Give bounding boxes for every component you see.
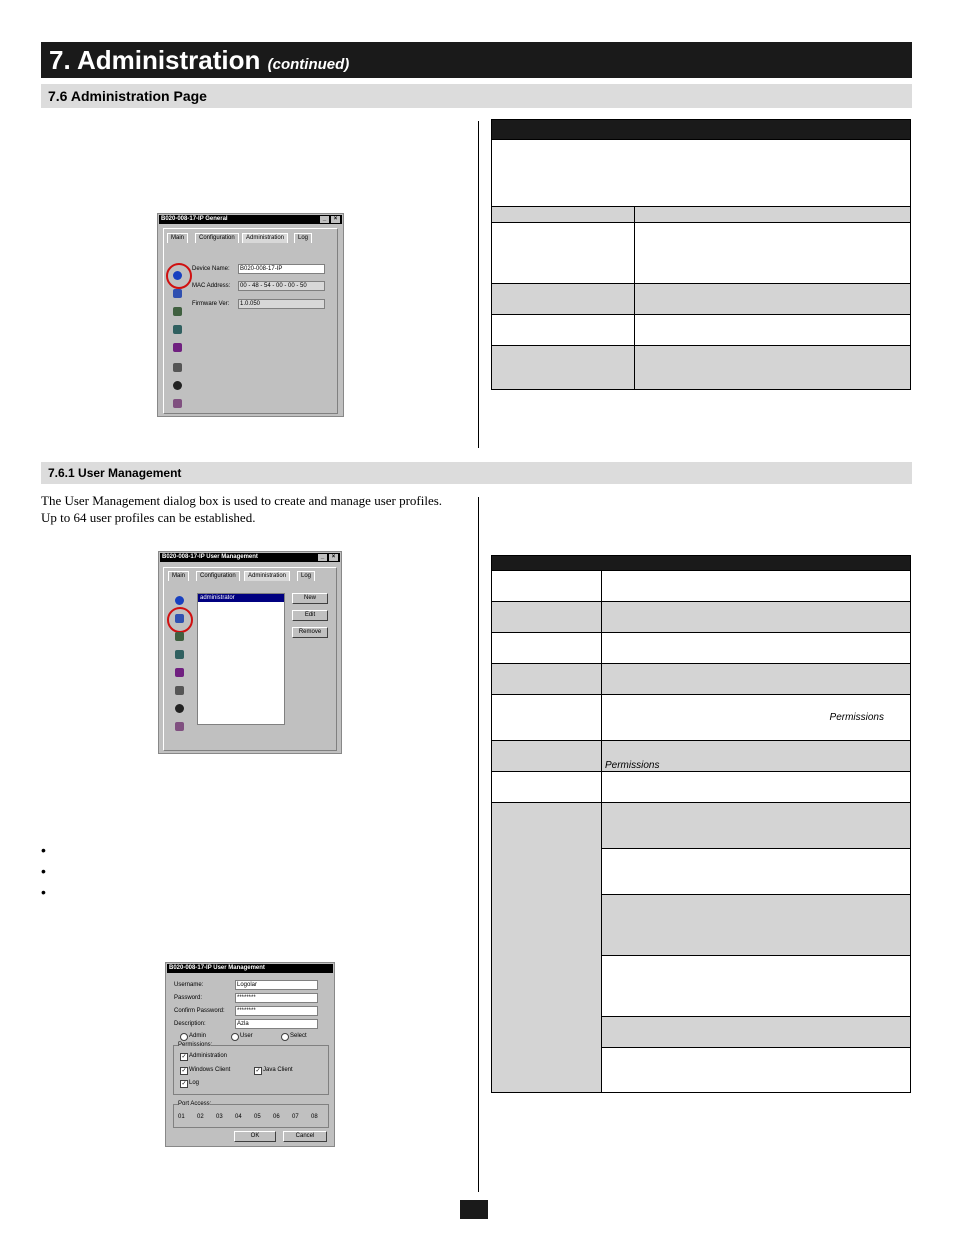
log-label: Log	[189, 1080, 200, 1086]
description-field[interactable]: Azla	[235, 1019, 318, 1029]
username-label: Username:	[174, 982, 204, 988]
table-cell	[492, 284, 635, 315]
table-cell	[602, 571, 911, 602]
mac-address-label: MAC Address:	[192, 283, 231, 289]
firmware-label: Firmware Ver:	[192, 301, 230, 307]
table-header	[492, 120, 911, 140]
admin-radio[interactable]	[180, 1033, 188, 1041]
tab-administration[interactable]: Administration	[244, 571, 290, 581]
table-cell	[635, 223, 911, 284]
permissions-label: Permissions:	[178, 1042, 213, 1048]
user-radio[interactable]	[231, 1033, 239, 1041]
permissions-ref-b: Permissions	[602, 741, 911, 772]
table-cell	[492, 315, 635, 346]
network-icon[interactable]	[175, 650, 184, 659]
computer-icon[interactable]	[173, 307, 182, 316]
administration-checkbox[interactable]: ✓	[181, 1054, 187, 1060]
general-dialog-titlebar: B020-008-17-IP General _ ×	[159, 215, 342, 224]
firmware-field: 1.0.050	[238, 299, 325, 309]
chapter-header	[41, 42, 912, 78]
general-dialog	[157, 213, 344, 417]
permissions-group	[173, 1042, 329, 1095]
minimize-icon[interactable]: _	[320, 216, 329, 223]
user-management-table	[491, 555, 911, 1093]
port-access-label: Port Access:	[178, 1101, 212, 1107]
ok-button[interactable]: OK	[234, 1131, 276, 1142]
port-02[interactable]: 02	[197, 1114, 204, 1120]
admin-radio-label: Admin	[189, 1033, 207, 1039]
table-col-header	[492, 207, 635, 223]
select-radio[interactable]	[281, 1033, 289, 1041]
table-cell	[492, 633, 602, 664]
table-col-header	[635, 207, 911, 223]
java-client-label: Java Client	[263, 1067, 293, 1073]
confirm-password-field[interactable]: ********	[235, 1006, 318, 1016]
section-title-761: 7.6.1 User Management	[48, 466, 182, 480]
port-04[interactable]: 04	[235, 1114, 242, 1120]
log-checkbox[interactable]: ✓	[181, 1081, 187, 1087]
user-edit-dialog	[165, 962, 335, 1147]
table-cell	[492, 571, 602, 602]
port-01[interactable]: 01	[178, 1114, 185, 1120]
tab-main[interactable]: Main	[167, 233, 188, 243]
table-cell	[492, 223, 635, 284]
cancel-button[interactable]: Cancel	[283, 1131, 327, 1142]
tab-configuration[interactable]: Configuration	[195, 233, 239, 243]
permissions-ref-a: Permissions	[602, 695, 911, 741]
tab-log[interactable]: Log	[294, 233, 312, 243]
port-08[interactable]: 08	[311, 1114, 318, 1120]
port-access-group	[173, 1101, 329, 1128]
table-cell	[602, 849, 911, 895]
table-cell	[492, 741, 602, 772]
user-radio-label: User	[240, 1033, 253, 1039]
info-icon[interactable]	[175, 596, 184, 605]
table-cell	[492, 695, 602, 741]
printer-icon[interactable]	[175, 686, 184, 695]
chapter-title: 7. Administration	[49, 45, 261, 75]
minimize-icon[interactable]: _	[318, 554, 327, 561]
table-cell	[602, 803, 911, 849]
table-cell	[602, 1017, 911, 1048]
table-cell	[635, 315, 911, 346]
description-label: Description:	[174, 1021, 206, 1027]
user-edit-titlebar: B020-008-17-IP User Management	[167, 964, 333, 973]
confirm-password-label: Confirm Password:	[174, 1008, 225, 1014]
port-05[interactable]: 05	[254, 1114, 261, 1120]
mac-address-field: 00 - 48 - 54 - 00 - 00 - 50	[238, 281, 325, 291]
list-item: •	[41, 884, 46, 900]
port-06[interactable]: 06	[273, 1114, 280, 1120]
table-intro-cell	[492, 140, 911, 207]
close-icon[interactable]: ×	[329, 554, 338, 561]
intro-paragraph: The User Management dialog box is used to create and manage user profiles. Up to 64 user profiles can be established.	[41, 493, 443, 525]
table-cell	[602, 1048, 911, 1093]
user-management-titlebar: B020-008-17-IP User Management _ ×	[160, 553, 340, 562]
port-07[interactable]: 07	[292, 1114, 299, 1120]
tab-main[interactable]: Main	[168, 571, 189, 581]
table-cell	[602, 602, 911, 633]
table-cell	[492, 602, 602, 633]
users-icon[interactable]	[173, 289, 182, 298]
device-name-field[interactable]: B020-008-17-IP	[238, 264, 325, 274]
administration-label: Administration	[189, 1053, 228, 1059]
gear-icon[interactable]	[173, 381, 182, 390]
port-03[interactable]: 03	[216, 1114, 223, 1120]
password-label: Password:	[174, 995, 203, 1001]
select-radio-label: Select	[290, 1033, 307, 1039]
printer-icon[interactable]	[173, 363, 182, 372]
gear-icon[interactable]	[175, 704, 184, 713]
computer-icon[interactable]	[175, 632, 184, 641]
table-cell	[602, 772, 911, 803]
windows-client-checkbox[interactable]: ✓	[181, 1068, 187, 1074]
section-heading-76	[41, 84, 912, 108]
monitor-icon[interactable]	[173, 399, 182, 408]
table-cell	[635, 284, 911, 315]
page-number-box	[460, 1200, 488, 1219]
table-cell	[492, 664, 602, 695]
tab-configuration[interactable]: Configuration	[196, 571, 240, 581]
java-client-checkbox[interactable]: ✓	[255, 1068, 261, 1074]
tab-log[interactable]: Log	[297, 571, 315, 581]
section-heading-761	[41, 462, 912, 484]
table-header	[492, 556, 911, 571]
table-cell	[492, 772, 602, 803]
users-icon[interactable]	[175, 614, 184, 623]
close-icon[interactable]: ×	[331, 216, 340, 223]
edit-button[interactable]: Edit	[292, 610, 328, 621]
table-cell	[492, 803, 602, 1093]
remove-button[interactable]: Remove	[292, 627, 328, 638]
bullet-list	[41, 840, 46, 903]
monitor-icon[interactable]	[175, 722, 184, 731]
new-button[interactable]: New	[292, 593, 328, 604]
device-name-label: Device Name:	[192, 266, 230, 272]
table-cell	[635, 346, 911, 390]
username-field[interactable]: Logolar	[235, 980, 318, 990]
column-divider-top	[478, 121, 479, 448]
section-title-76: 7.6 Administration Page	[48, 88, 207, 104]
password-field[interactable]: ********	[235, 993, 318, 1003]
list-item[interactable]: administrator	[198, 594, 284, 602]
continued-label: (continued)	[267, 56, 350, 73]
user-group-icon[interactable]	[175, 668, 184, 677]
user-group-icon[interactable]	[173, 343, 182, 352]
user-management-dialog	[158, 551, 342, 754]
info-icon[interactable]	[173, 271, 182, 280]
table-cell	[492, 346, 635, 390]
table-cell	[602, 956, 911, 1017]
admin-table	[491, 119, 911, 390]
column-divider-bottom	[478, 497, 479, 1192]
windows-client-label: Windows Client	[189, 1067, 231, 1073]
list-item: •	[41, 842, 46, 858]
table-cell	[602, 895, 911, 956]
user-list[interactable]	[197, 593, 285, 725]
table-cell	[602, 633, 911, 664]
list-item: •	[41, 863, 46, 879]
table-cell	[602, 664, 911, 695]
tab-administration[interactable]: Administration	[242, 233, 288, 243]
network-icon[interactable]	[173, 325, 182, 334]
